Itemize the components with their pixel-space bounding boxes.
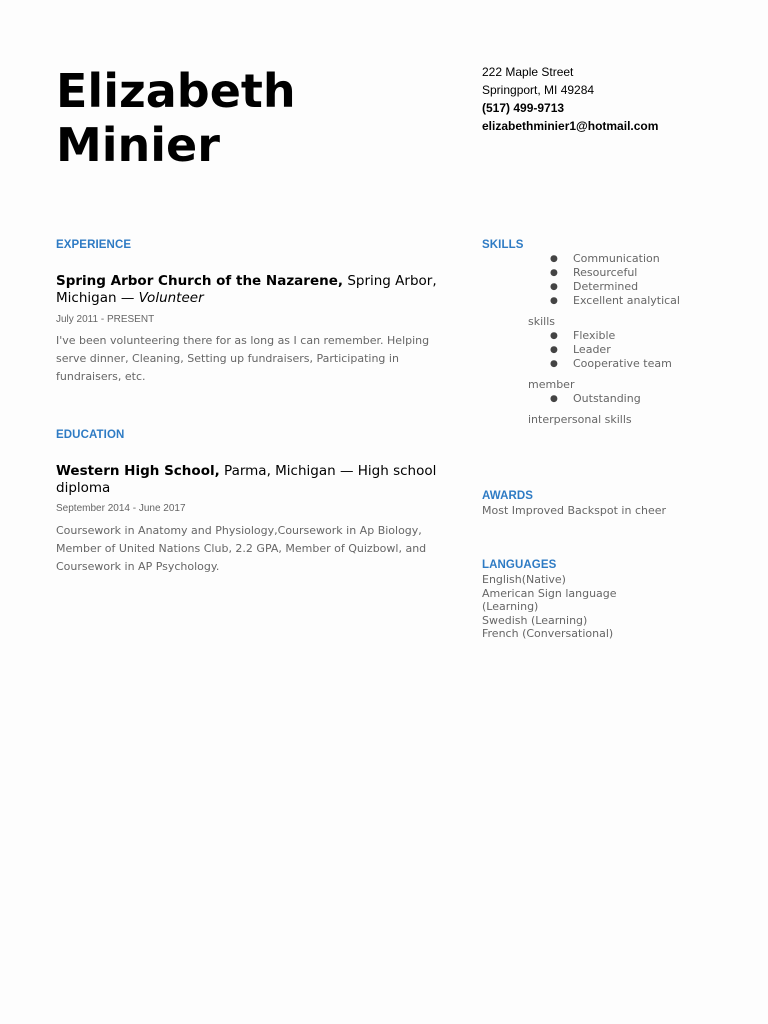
language-item: English(Native) xyxy=(482,573,566,586)
experience-heading: EXPERIENCE xyxy=(56,239,132,251)
skills-section xyxy=(528,252,728,427)
city-state-zip: Springport, MI 49284 xyxy=(482,83,595,97)
languages-heading: LANGUAGES xyxy=(482,559,557,571)
education-heading: EDUCATION xyxy=(56,429,125,441)
language-item: American Sign language (Learning) xyxy=(482,586,617,614)
education-location-degree: Parma, Michigan — High school diploma xyxy=(56,463,437,496)
experience-entry-title xyxy=(56,273,456,307)
education-school: Western High School, xyxy=(56,463,220,479)
skills-list-2 xyxy=(528,329,728,371)
award-item: Most Improved Backspot in cheer xyxy=(482,504,667,517)
candidate-name xyxy=(56,64,296,172)
phone-number: (517) 499-9713 xyxy=(482,101,565,115)
skill-item: ● Leader xyxy=(528,343,728,357)
skill-item: ● Excellent analytical xyxy=(528,294,728,308)
skills-list-3 xyxy=(528,392,728,406)
skill-item: ● Communication xyxy=(528,252,728,266)
skill-item: ● Determined xyxy=(528,280,728,294)
last-name: Minier xyxy=(56,118,220,172)
first-name: Elizabeth xyxy=(56,64,296,118)
language-item: French (Conversational) xyxy=(482,627,614,641)
skill-item: ● Cooperative team xyxy=(528,357,728,371)
street-address: 222 Maple Street xyxy=(482,65,574,79)
skills-list-1 xyxy=(528,252,728,308)
education-dates: September 2014 - June 2017 xyxy=(56,503,186,514)
experience-dates: July 2011 - PRESENT xyxy=(56,314,155,325)
languages-list xyxy=(482,573,632,641)
education-description: Coursework in Anatomy and Physiology,Coursework in Ap Biology, Member of United Nations Club, 2.2 GPA, Member of Quizbowl, and Coursework in AP Psychology. xyxy=(56,524,427,573)
education-entry-title xyxy=(56,463,456,497)
experience-description: I've been volunteering there for as long as I can remember. Helping serve dinner, Cleaning, Setting up fundraisers, Participating in fundraisers, etc. xyxy=(56,334,430,383)
language-item: Swedish (Learning) xyxy=(482,613,588,627)
skill-continuation: interpersonal skills xyxy=(528,413,632,426)
email-address[interactable]: elizabethminier1@hotmail.com xyxy=(482,119,659,133)
experience-role: Volunteer xyxy=(138,290,204,306)
skills-heading: SKILLS xyxy=(482,239,524,251)
skill-continuation: member xyxy=(528,378,575,391)
contact-info xyxy=(482,63,658,135)
awards-list xyxy=(482,504,702,518)
skill-item: ● Outstanding xyxy=(528,392,728,406)
skill-continuation: skills xyxy=(528,315,556,328)
awards-heading: AWARDS xyxy=(482,490,534,502)
skill-item: ● Flexible xyxy=(528,329,728,343)
experience-location: Spring Arbor, Michigan — xyxy=(56,273,437,306)
skill-item: ● Resourceful xyxy=(528,266,728,280)
experience-org: Spring Arbor Church of the Nazarene, xyxy=(56,273,344,289)
